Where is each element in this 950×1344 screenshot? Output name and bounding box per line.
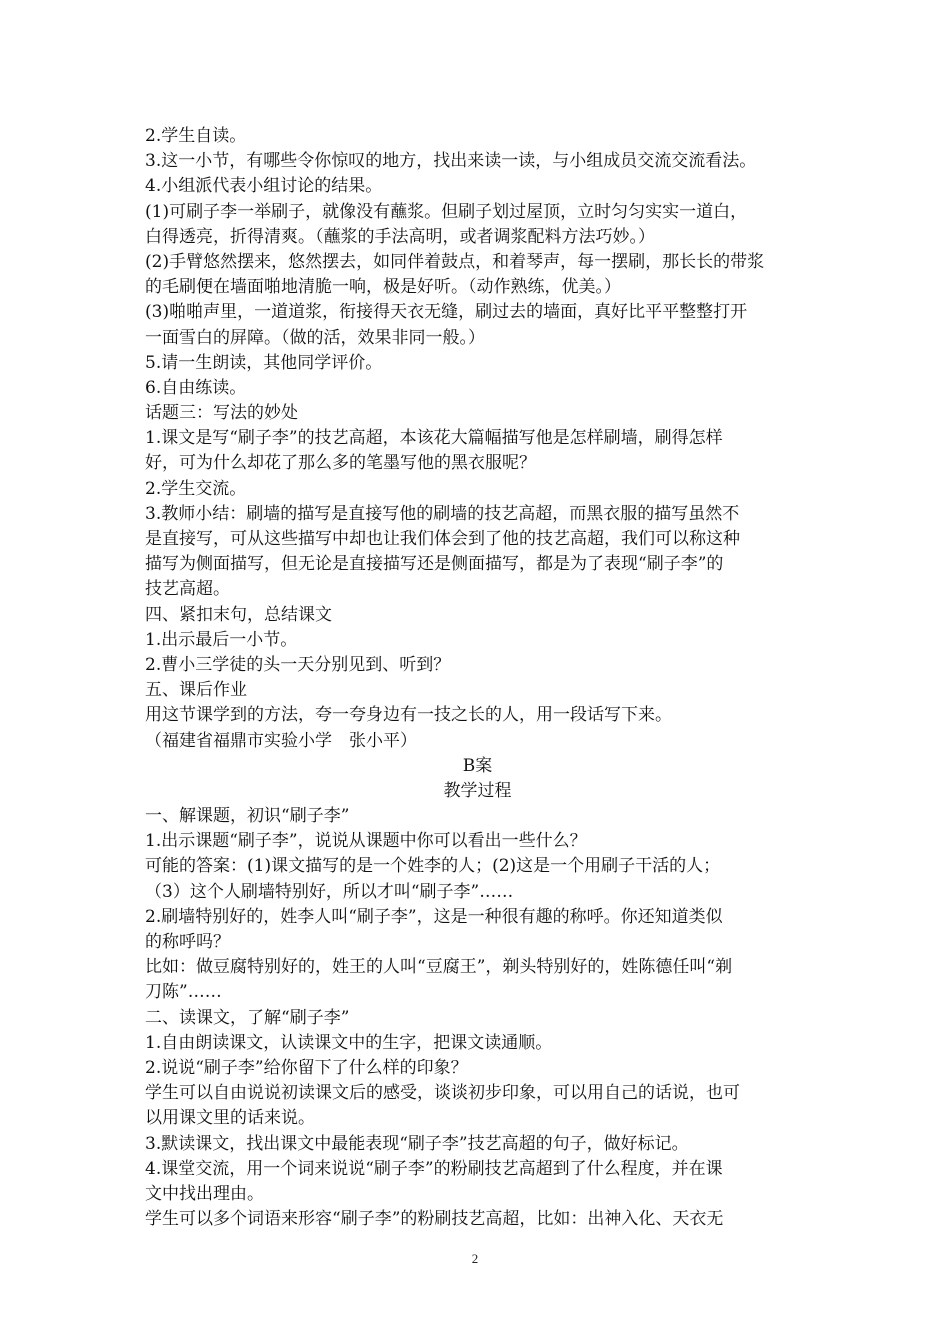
process-title: 教学过程: [443, 780, 512, 801]
text-line: (3)啪啪声里，一道道浆，衔接得天衣无缝，刷过去的墙面，真好比平平整整打开: [145, 302, 748, 323]
text-line: 比如：做豆腐特别好的，姓王的人叫“豆腐王”，剃头特别好的，姓陈德任叫“剃: [145, 957, 733, 978]
text-line: (2)手臂悠然摆来，悠然摆去，如同伴着鼓点，和着琴声，每一摆刷，那长长的带浆: [145, 251, 765, 272]
section-heading: 一、解课题，初识“刷子李”: [145, 806, 350, 827]
text-line: 3.默读课文，找出课文中最能表现“刷子李”技艺高超的句子，做好标记。: [145, 1133, 689, 1154]
plan-title: B案: [462, 755, 493, 776]
text-line: 4.小组派代表小组讨论的结果。: [145, 176, 383, 197]
text-line: 学生可以多个词语来形容“刷子李”的粉刷技艺高超，比如：出神入化、天衣无: [145, 1209, 724, 1230]
section-heading: 话题三：写法的妙处: [145, 403, 298, 424]
text-line: 1.课文是写“刷子李”的技艺高超，本该花大篇幅描写他是怎样刷墙，刷得怎样: [145, 428, 723, 449]
author-credit: （福建省福鼎市实验小学 张小平）: [145, 730, 417, 751]
text-line: 2.学生交流。: [145, 478, 247, 499]
text-line: 3.教师小结：刷墙的描写是直接写他的刷墙的技艺高超，而黑衣服的描写虽然不: [145, 503, 740, 524]
text-line: 好，可为什么却花了那么多的笔墨写他的黑衣服呢？: [145, 453, 536, 474]
text-line: 2.刷墙特别好的，姓李人叫“刷子李”，这是一种很有趣的称呼。你还知道类似: [145, 906, 723, 927]
text-line: 技艺高超。: [145, 579, 230, 600]
document-body: [145, 124, 810, 1232]
text-line: 6.自由练读。: [145, 377, 247, 398]
section-heading: 五、课后作业: [145, 680, 247, 701]
text-line: 1.出示最后一小节。: [145, 629, 298, 650]
text-line: 以用课文里的话来说。: [145, 1108, 315, 1129]
text-line: 用这节课学到的方法，夸一夸身边有一技之长的人，用一段话写下来。: [145, 705, 672, 726]
text-line: 描写为侧面描写，但无论是直接描写还是侧面描写，都是为了表现“刷子李”的: [145, 554, 724, 575]
text-line: （3）这个人刷墙特别好，所以才叫“刷子李”……: [145, 881, 514, 902]
text-line: (1)可刷子李一举刷子，就像没有蘸浆。但刷子划过屋顶，立时匀匀实实一道白，: [145, 201, 748, 222]
text-line: 白得透亮，折得清爽。（蘸浆的手法高明，或者调浆配料方法巧妙。）: [145, 226, 655, 247]
text-line: 3.这一小节，有哪些令你惊叹的地方，找出来读一读，与小组成员交流交流看法。: [145, 151, 757, 172]
text-line: 是直接写，可从这些描写中却也让我们体会到了他的技艺高超，我们可以称这种: [145, 529, 740, 549]
text-line: 5.请一生朗读，其他同学评价。: [145, 352, 383, 373]
text-line: 2.说说“刷子李”给你留下了什么样的印象？: [145, 1057, 468, 1078]
text-line: 文中找出理由。: [145, 1183, 264, 1204]
section-heading: 二、读课文，了解“刷子李”: [145, 1007, 350, 1028]
section-heading: 四、紧扣末句，总结课文: [145, 604, 332, 625]
text-line: 2.曹小三学徒的头一天分别见到、听到？: [145, 654, 451, 675]
text-line: 2.学生自读。: [145, 126, 247, 146]
text-line: 1.出示课题“刷子李”，说说从课题中你可以看出一些什么？: [145, 831, 587, 852]
text-line: 的称呼吗？: [145, 932, 230, 952]
text-line: 可能的答案：(1)课文描写的是一个姓李的人；(2)这是一个用刷子干活的人；: [145, 856, 721, 877]
text-line: 1.自由朗读课文，认读课文中的生字，把课文读通顺。: [145, 1032, 553, 1053]
text-line: 一面雪白的屏障。（做的活，效果非同一般。）: [145, 327, 485, 348]
text-line: 刀陈”……: [145, 982, 222, 1003]
text-line: 的毛刷便在墙面啪地清脆一响，极是好听。（动作熟练，优美。）: [145, 277, 621, 298]
page-number: 2: [471, 1251, 479, 1266]
text-line: 学生可以自由说说初读课文后的感受，谈谈初步印象，可以用自己的话说，也可: [145, 1083, 740, 1104]
text-line: 4.课堂交流，用一个词来说说“刷子李”的粉刷技艺高超到了什么程度，并在课: [145, 1158, 723, 1179]
